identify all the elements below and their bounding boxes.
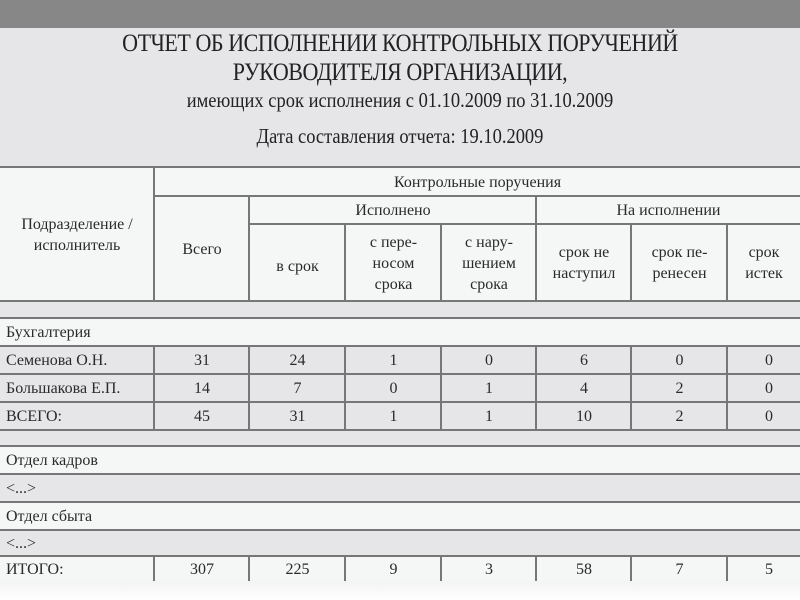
row-name: Большакова Е.П. bbox=[6, 380, 121, 397]
row-value: 14 bbox=[194, 380, 210, 397]
row-name: ВСЕГО: bbox=[6, 408, 62, 425]
header-unit: Подразделение / исполнитель bbox=[21, 215, 133, 254]
header-control: Контрольные поручения bbox=[393, 173, 562, 191]
table-line bbox=[0, 300, 800, 302]
table-line bbox=[535, 196, 537, 301]
ellipsis-row: <...> bbox=[6, 480, 37, 497]
header-col-rescheduled: срок пе-ренесен bbox=[651, 244, 708, 282]
table-line bbox=[0, 401, 800, 403]
header-col-expired: срок истек bbox=[745, 244, 783, 282]
table-line bbox=[0, 429, 800, 431]
table-line bbox=[630, 556, 632, 581]
bottom-reflection bbox=[0, 581, 800, 600]
table-line bbox=[0, 345, 800, 347]
row-value: 0 bbox=[765, 352, 773, 369]
row-value: 1 bbox=[485, 408, 493, 425]
table-line bbox=[153, 556, 155, 581]
header-total: Всего bbox=[182, 240, 222, 258]
row-value: 6 bbox=[580, 352, 588, 369]
table-line bbox=[0, 166, 800, 168]
table-line bbox=[535, 346, 537, 430]
table-line bbox=[0, 529, 800, 531]
table-line bbox=[440, 556, 442, 581]
report-title-line1: ОТЧЕТ ОБ ИСПОЛНЕНИИ КОНТРОЛЬНЫХ ПОРУЧЕНИЙ bbox=[122, 30, 678, 57]
row-value: 0 bbox=[765, 408, 773, 425]
grand-total-name: ИТОГО: bbox=[6, 560, 64, 578]
table-line bbox=[440, 224, 442, 301]
row-name: Семенова О.Н. bbox=[6, 352, 108, 369]
row-value: 1 bbox=[389, 352, 398, 369]
section-row: Отдел кадров bbox=[0, 447, 800, 474]
ellipsis-row: <...> bbox=[6, 535, 37, 552]
row-value: 0 bbox=[675, 352, 684, 369]
header-in-progress: На исполнении bbox=[616, 202, 721, 219]
table-line bbox=[248, 346, 250, 430]
row-value: 45 bbox=[194, 408, 210, 425]
row-value: 0 bbox=[389, 380, 398, 397]
section-row: Бухгалтерия bbox=[0, 319, 800, 346]
table-line bbox=[0, 473, 800, 475]
report-title-line2: РУКОВОДИТЕЛЯ ОРГАНИЗАЦИИ, bbox=[232, 59, 568, 86]
row-value: 10 bbox=[576, 408, 592, 425]
table-line bbox=[440, 346, 442, 430]
grand-total-value: 3 bbox=[485, 560, 493, 578]
grand-total-value: 9 bbox=[389, 560, 398, 578]
grand-total-value: 225 bbox=[285, 560, 310, 578]
row-value: 4 bbox=[580, 380, 588, 397]
header-done: Исполнено bbox=[355, 202, 431, 219]
table-line bbox=[344, 556, 346, 581]
grand-total-value: 7 bbox=[675, 560, 684, 578]
grand-total-value: 307 bbox=[190, 560, 214, 578]
grand-total-value: 5 bbox=[765, 560, 773, 578]
grand-total-value: 58 bbox=[576, 560, 592, 578]
table-line bbox=[535, 556, 537, 581]
table-line bbox=[726, 346, 728, 430]
row-value: 2 bbox=[675, 408, 684, 425]
row-value: 1 bbox=[389, 408, 398, 425]
row-value: 0 bbox=[485, 352, 493, 369]
table-line bbox=[630, 346, 632, 430]
table-line bbox=[0, 445, 800, 447]
row-value: 1 bbox=[485, 380, 493, 397]
row-value: 7 bbox=[293, 380, 302, 397]
table-line bbox=[0, 373, 800, 375]
report-period: имеющих срок исполнения с 01.10.2009 по 31.10.2009 bbox=[186, 88, 614, 112]
table-line bbox=[726, 556, 728, 581]
section-row: Отдел сбыта bbox=[0, 503, 800, 530]
table-line bbox=[249, 223, 800, 225]
row-value: 31 bbox=[289, 408, 306, 425]
row-value: 2 bbox=[675, 380, 684, 397]
table-line bbox=[0, 555, 800, 557]
table-line bbox=[153, 167, 155, 301]
table-line bbox=[153, 346, 155, 430]
table-line bbox=[630, 224, 632, 301]
report-date: Дата составления отчета: 19.10.2009 bbox=[256, 124, 544, 148]
table-line bbox=[0, 317, 800, 319]
header-col-postponed: с пере-носом срока bbox=[369, 233, 418, 293]
table-line bbox=[248, 556, 250, 581]
table-line bbox=[726, 224, 728, 301]
row-value: 31 bbox=[194, 352, 210, 369]
header-col-violated: с нару-шением срока bbox=[462, 233, 516, 293]
table-line bbox=[344, 224, 346, 301]
table-line bbox=[248, 196, 250, 301]
row-value: 24 bbox=[289, 352, 306, 369]
table-line bbox=[0, 501, 800, 503]
table-line bbox=[154, 195, 800, 197]
table-line bbox=[344, 346, 346, 430]
header-col-not-due: срок не наступил bbox=[552, 244, 616, 282]
row-value: 0 bbox=[765, 380, 773, 397]
header-col-on-time: в срок bbox=[276, 257, 319, 275]
